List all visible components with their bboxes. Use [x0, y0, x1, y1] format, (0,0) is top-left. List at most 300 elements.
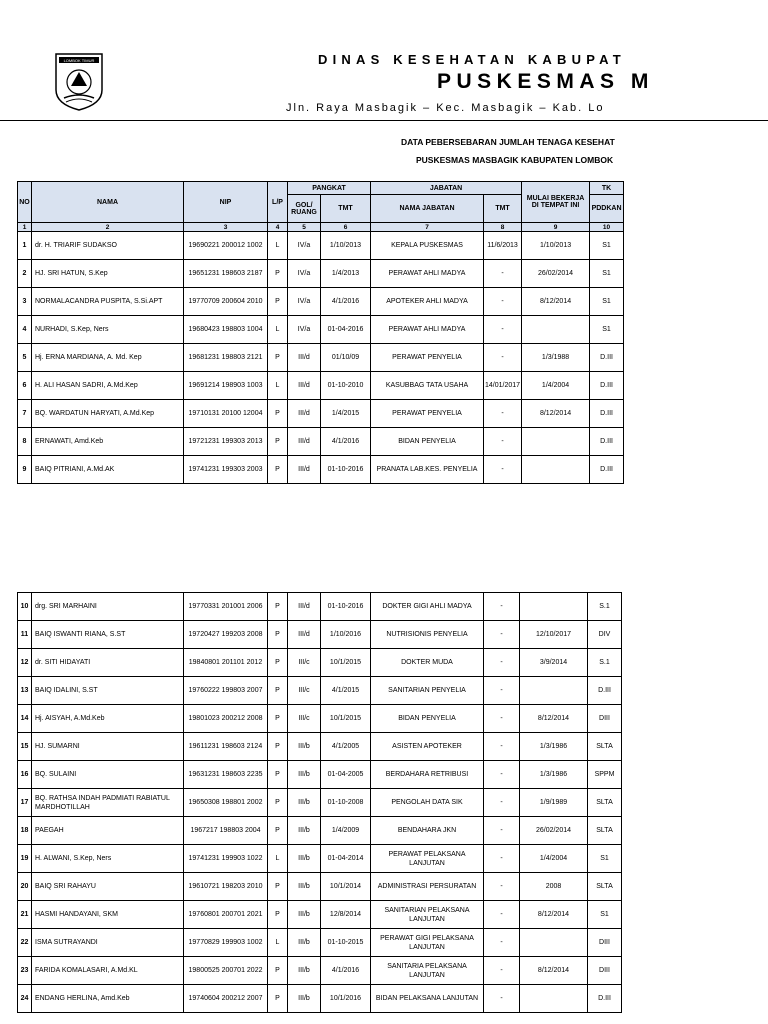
staff-tmt-jabatan: -: [484, 260, 522, 288]
staff-jabatan: NUTRISIONIS PENYELIA: [371, 621, 484, 649]
staff-pendidikan: SLTA: [588, 789, 622, 817]
staff-mulai-bekerja: 3/9/2014: [520, 649, 588, 677]
row-number: 15: [18, 733, 32, 761]
row-number: 1: [18, 232, 32, 260]
staff-pendidikan: DIII: [588, 705, 622, 733]
staff-name: ERNAWATI, Amd.Keb: [32, 428, 184, 456]
staff-golongan: IV/a: [288, 316, 321, 344]
staff-mulai-bekerja: 1/10/2013: [522, 232, 590, 260]
staff-name: H. ALI HASAN SADRI, A.Md.Kep: [32, 372, 184, 400]
staff-golongan: IV/a: [288, 232, 321, 260]
staff-gender: P: [268, 957, 288, 985]
staff-jabatan: SANITARIAN PELAKSANA LANJUTAN: [371, 901, 484, 929]
row-number: 11: [18, 621, 32, 649]
col-number: 5: [288, 223, 321, 232]
staff-gender: P: [268, 400, 288, 428]
table-row: [18, 789, 622, 817]
staff-mulai-bekerja: [522, 316, 590, 344]
row-number: 6: [18, 372, 32, 400]
staff-name: HJ. SUMARNI: [32, 733, 184, 761]
staff-tmt-jabatan: -: [484, 985, 520, 1013]
staff-tmt-jabatan: -: [484, 873, 520, 901]
table-row: [18, 733, 622, 761]
staff-tmt-pangkat: 01-04-2014: [321, 845, 371, 873]
staff-tmt-jabatan: -: [484, 428, 522, 456]
staff-gender: L: [268, 845, 288, 873]
table-row: [18, 232, 624, 260]
staff-tmt-pangkat: 01-10-2015: [321, 929, 371, 957]
staff-name: NORMALACANDRA PUSPITA, S.Si.APT: [32, 288, 184, 316]
staff-tmt-jabatan: -: [484, 456, 522, 484]
row-number: 21: [18, 901, 32, 929]
staff-tmt-pangkat: 1/4/2009: [321, 817, 371, 845]
staff-nip: 19840801 201101 2012: [184, 649, 268, 677]
staff-tmt-jabatan: -: [484, 817, 520, 845]
staff-nip: 19721231 199303 2013: [184, 428, 268, 456]
staff-tmt-jabatan: -: [484, 621, 520, 649]
staff-mulai-bekerja: 1/9/1989: [520, 789, 588, 817]
staff-tmt-pangkat: 4/1/2015: [321, 677, 371, 705]
staff-pendidikan: S1: [590, 232, 624, 260]
staff-nip: 19770709 200604 2010: [184, 288, 268, 316]
staff-jabatan: KEPALA PUSKESMAS: [371, 232, 484, 260]
table-row: [18, 593, 622, 621]
staff-jabatan: PERAWAT PENYELIA: [371, 344, 484, 372]
staff-name: BQ. RATHSA INDAH PADMIATI RABIATUL MARDHOTILLAH: [32, 789, 184, 817]
staff-nip: 19741231 199903 1022: [184, 845, 268, 873]
staff-tmt-jabatan: -: [484, 901, 520, 929]
row-number: 17: [18, 789, 32, 817]
staff-name: ISMA SUTRAYANDI: [32, 929, 184, 957]
staff-nip: 19741231 199303 2003: [184, 456, 268, 484]
staff-jabatan: APOTEKER AHLI MADYA: [371, 288, 484, 316]
col-number: 10: [590, 223, 624, 232]
row-number: 4: [18, 316, 32, 344]
staff-jabatan: PENGOLAH DATA SIK: [371, 789, 484, 817]
staff-tmt-jabatan: -: [484, 929, 520, 957]
staff-nip: 19760222 199803 2007: [184, 677, 268, 705]
staff-jabatan: BERDAHARA RETRIBUSI: [371, 761, 484, 789]
staff-nip: 19691214 198903 1003: [184, 372, 268, 400]
staff-gender: P: [268, 985, 288, 1013]
staff-jabatan: BIDAN PELAKSANA LANJUTAN: [371, 985, 484, 1013]
staff-nip: 19720427 199203 2008: [184, 621, 268, 649]
row-number: 7: [18, 400, 32, 428]
staff-nip: 19631231 198603 2235: [184, 761, 268, 789]
staff-gender: P: [268, 817, 288, 845]
col-number: 8: [484, 223, 522, 232]
row-number: 20: [18, 873, 32, 901]
row-number: 14: [18, 705, 32, 733]
staff-tmt-pangkat: 01-10-2016: [321, 456, 371, 484]
staff-mulai-bekerja: 8/12/2014: [522, 288, 590, 316]
staff-pendidikan: DIII: [588, 957, 622, 985]
staff-tmt-jabatan: 14/01/2017: [484, 372, 522, 400]
row-number: 19: [18, 845, 32, 873]
row-number: 9: [18, 456, 32, 484]
staff-name: BAIQ ISWANTI RIANA, S.ST: [32, 621, 184, 649]
header-divider: [0, 120, 768, 121]
col-mulai: MULAI BEKERJA DI TEMPAT INI: [522, 182, 590, 223]
staff-tmt-pangkat: 1/10/2016: [321, 621, 371, 649]
staff-tmt-pangkat: 4/1/2016: [321, 957, 371, 985]
staff-pendidikan: D.III: [590, 400, 624, 428]
col-number: 7: [371, 223, 484, 232]
table-body-1: [18, 232, 624, 484]
table-row: [18, 901, 622, 929]
staff-jabatan: DOKTER GIGI AHLI MADYA: [371, 593, 484, 621]
staff-mulai-bekerja: 8/12/2014: [522, 400, 590, 428]
staff-name: NURHADI, S.Kep, Ners: [32, 316, 184, 344]
staff-tmt-pangkat: 10/1/2014: [321, 873, 371, 901]
staff-pendidikan: S.1: [588, 649, 622, 677]
staff-nip: 19610721 198203 2010: [184, 873, 268, 901]
table-row: [18, 456, 624, 484]
staff-nip: 19681231 198803 2121: [184, 344, 268, 372]
staff-pendidikan: D.III: [588, 985, 622, 1013]
staff-jabatan: PERAWAT AHLI MADYA: [371, 260, 484, 288]
staff-nip: 19740604 200212 2007: [184, 985, 268, 1013]
staff-tmt-jabatan: -: [484, 593, 520, 621]
col-lp: L/P: [268, 182, 288, 223]
col-tmt: TMT: [321, 195, 371, 223]
staff-tmt-pangkat: 4/1/2005: [321, 733, 371, 761]
staff-nip: 19651231 198603 2187: [184, 260, 268, 288]
col-number: 4: [268, 223, 288, 232]
staff-gender: P: [268, 733, 288, 761]
staff-gender: L: [268, 232, 288, 260]
staff-mulai-bekerja: 26/02/2014: [520, 817, 588, 845]
row-number: 24: [18, 985, 32, 1013]
staff-golongan: III/d: [288, 428, 321, 456]
col-number: 9: [522, 223, 590, 232]
staff-tmt-jabatan: -: [484, 288, 522, 316]
staff-tmt-jabatan: -: [484, 400, 522, 428]
staff-gender: P: [268, 428, 288, 456]
staff-tmt-pangkat: 01-10-2010: [321, 372, 371, 400]
staff-pendidikan: SLTA: [588, 873, 622, 901]
col-no: NO: [18, 182, 32, 223]
staff-gender: P: [268, 621, 288, 649]
staff-tmt-pangkat: 4/1/2016: [321, 288, 371, 316]
staff-name: PAEGAH: [32, 817, 184, 845]
staff-jabatan: KASUBBAG TATA USAHA: [371, 372, 484, 400]
col-number: 6: [321, 223, 371, 232]
staff-tmt-pangkat: 10/1/2016: [321, 985, 371, 1013]
staff-gender: L: [268, 372, 288, 400]
row-number: 18: [18, 817, 32, 845]
col-tk: TK: [590, 182, 624, 195]
staff-mulai-bekerja: [520, 677, 588, 705]
table-row: [18, 260, 624, 288]
table-row: [18, 873, 622, 901]
row-number: 8: [18, 428, 32, 456]
staff-nip: 1967217 198803 2004: [184, 817, 268, 845]
table-row: [18, 817, 622, 845]
staff-pendidikan: S1: [588, 901, 622, 929]
staff-nip: 19770829 199903 1002: [184, 929, 268, 957]
staff-tmt-jabatan: -: [484, 789, 520, 817]
staff-nip: 19680423 198803 1004: [184, 316, 268, 344]
staff-gender: P: [268, 649, 288, 677]
staff-mulai-bekerja: 1/3/1988: [522, 344, 590, 372]
col-nama-jabatan: NAMA JABATAN: [371, 195, 484, 223]
staff-mulai-bekerja: 1/4/2004: [520, 845, 588, 873]
staff-nip: 19800525 200701 2022: [184, 957, 268, 985]
staff-golongan: III/c: [288, 705, 321, 733]
staff-name: BAIQ PITRIANI, A.Md.AK: [32, 456, 184, 484]
staff-pendidikan: S1: [590, 288, 624, 316]
staff-gender: P: [268, 789, 288, 817]
table-row: [18, 400, 624, 428]
staff-name: BAIQ SRI RAHAYU: [32, 873, 184, 901]
staff-golongan: III/b: [288, 817, 321, 845]
staff-tmt-jabatan: -: [484, 316, 522, 344]
table-body-2: [18, 593, 622, 1013]
staff-name: BQ. WARDATUN HARYATI, A.Md.Kep: [32, 400, 184, 428]
staff-golongan: III/b: [288, 845, 321, 873]
staff-golongan: III/b: [288, 873, 321, 901]
staff-golongan: III/d: [288, 344, 321, 372]
staff-tmt-pangkat: 12/8/2014: [321, 901, 371, 929]
staff-gender: P: [268, 761, 288, 789]
staff-mulai-bekerja: 1/3/1986: [520, 761, 588, 789]
staff-pendidikan: S1: [588, 845, 622, 873]
table-row: [18, 957, 622, 985]
staff-golongan: III/b: [288, 761, 321, 789]
table-row: [18, 621, 622, 649]
staff-pendidikan: D.III: [590, 372, 624, 400]
staff-golongan: III/c: [288, 649, 321, 677]
row-number: 5: [18, 344, 32, 372]
staff-pendidikan: S1: [590, 260, 624, 288]
staff-pendidikan: D.III: [590, 456, 624, 484]
col-number: 2: [32, 223, 184, 232]
table-row: [18, 288, 624, 316]
document-subtitle: PUSKESMAS MASBAGIK KABUPATEN LOMBOK: [416, 155, 614, 165]
staff-mulai-bekerja: 12/10/2017: [520, 621, 588, 649]
staff-gender: P: [268, 260, 288, 288]
staff-nip: 19770331 201001 2006: [184, 593, 268, 621]
staff-gender: P: [268, 677, 288, 705]
col-nip: NIP: [184, 182, 268, 223]
staff-mulai-bekerja: [522, 456, 590, 484]
lombok-timur-logo: [54, 52, 104, 112]
col-pddkan: PDDKAN: [590, 195, 624, 223]
staff-gender: P: [268, 873, 288, 901]
svg-text:LOMBOK TIMUR: LOMBOK TIMUR: [63, 58, 95, 63]
staff-pendidikan: D.III: [588, 677, 622, 705]
row-number: 13: [18, 677, 32, 705]
staff-golongan: III/d: [288, 372, 321, 400]
staff-name: dr. SITI HIDAYATI: [32, 649, 184, 677]
staff-golongan: III/b: [288, 985, 321, 1013]
table-row: [18, 705, 622, 733]
staff-jabatan: DOKTER MUDA: [371, 649, 484, 677]
col-gol: GOL/ RUANG: [288, 195, 321, 223]
staff-pendidikan: SPPM: [588, 761, 622, 789]
staff-nip: 19801023 200212 2008: [184, 705, 268, 733]
staff-mulai-bekerja: 1/4/2004: [522, 372, 590, 400]
staff-pendidikan: D.III: [590, 344, 624, 372]
staff-tmt-jabatan: 11/6/2013: [484, 232, 522, 260]
staff-golongan: III/b: [288, 901, 321, 929]
staff-tmt-pangkat: 1/4/2013: [321, 260, 371, 288]
staff-name: ENDANG HERLINA, Amd.Keb: [32, 985, 184, 1013]
staff-name: BAIQ IDALINI, S.ST: [32, 677, 184, 705]
staff-tmt-jabatan: -: [484, 705, 520, 733]
staff-tmt-pangkat: 01-04-2016: [321, 316, 371, 344]
staff-pendidikan: S1: [590, 316, 624, 344]
row-number: 22: [18, 929, 32, 957]
col-nama: NAMA: [32, 182, 184, 223]
staff-gender: P: [268, 705, 288, 733]
staff-golongan: III/d: [288, 400, 321, 428]
col-number: 1: [18, 223, 32, 232]
table-row: [18, 316, 624, 344]
staff-tmt-jabatan: -: [484, 344, 522, 372]
staff-golongan: IV/a: [288, 288, 321, 316]
table-row: [18, 677, 622, 705]
staff-tmt-jabatan: -: [484, 761, 520, 789]
staff-tmt-pangkat: 01-04-2005: [321, 761, 371, 789]
table-row: [18, 344, 624, 372]
staff-gender: P: [268, 593, 288, 621]
staff-golongan: III/b: [288, 789, 321, 817]
staff-tmt-pangkat: 10/1/2015: [321, 649, 371, 677]
staff-name: drg. SRI MARHAINI: [32, 593, 184, 621]
staff-tmt-jabatan: -: [484, 845, 520, 873]
row-number: 3: [18, 288, 32, 316]
staff-golongan: III/b: [288, 957, 321, 985]
staff-tmt-pangkat: 01-10-2008: [321, 789, 371, 817]
staff-mulai-bekerja: [520, 985, 588, 1013]
staff-jabatan: PERAWAT AHLI MADYA: [371, 316, 484, 344]
staff-nip: 19650308 198801 2002: [184, 789, 268, 817]
staff-nip: 19760801 200701 2021: [184, 901, 268, 929]
staff-jabatan: ADMINISTRASI PERSURATAN: [371, 873, 484, 901]
staff-jabatan: PERAWAT GIGI PELAKSANA LANJUTAN: [371, 929, 484, 957]
staff-mulai-bekerja: 8/12/2014: [520, 705, 588, 733]
staff-mulai-bekerja: [520, 929, 588, 957]
staff-nip: 19710131 20100 12004: [184, 400, 268, 428]
staff-jabatan: ASISTEN APOTEKER: [371, 733, 484, 761]
staff-golongan: III/d: [288, 621, 321, 649]
table-row: [18, 985, 622, 1013]
staff-gender: L: [268, 316, 288, 344]
row-number: 16: [18, 761, 32, 789]
staff-tmt-pangkat: 1/10/2013: [321, 232, 371, 260]
staff-mulai-bekerja: 2008: [520, 873, 588, 901]
table-row: [18, 428, 624, 456]
staff-name: dr. H. TRIARIF SUDAKSO: [32, 232, 184, 260]
staff-name: Hj. AISYAH, A.Md.Keb: [32, 705, 184, 733]
staff-tmt-pangkat: 10/1/2015: [321, 705, 371, 733]
col-number: 3: [184, 223, 268, 232]
staff-tmt-pangkat: 01/10/09: [321, 344, 371, 372]
staff-golongan: III/b: [288, 733, 321, 761]
staff-golongan: III/b: [288, 929, 321, 957]
staff-pendidikan: S.1: [588, 593, 622, 621]
staff-nip: 19611231 198603 2124: [184, 733, 268, 761]
staff-tmt-jabatan: -: [484, 733, 520, 761]
staff-name: HASMI HANDAYANI, SKM: [32, 901, 184, 929]
staff-jabatan: BENDAHARA JKN: [371, 817, 484, 845]
row-number: 23: [18, 957, 32, 985]
staff-mulai-bekerja: 8/12/2014: [520, 901, 588, 929]
staff-jabatan: BIDAN PENYELIA: [371, 705, 484, 733]
staff-table-2: [17, 592, 622, 1013]
staff-golongan: IV/a: [288, 260, 321, 288]
col-jabatan: JABATAN: [371, 182, 522, 195]
staff-name: BQ. SULAINI: [32, 761, 184, 789]
staff-pendidikan: DIV: [588, 621, 622, 649]
row-number: 12: [18, 649, 32, 677]
staff-jabatan: SANITARIAN PENYELIA: [371, 677, 484, 705]
staff-tmt-jabatan: -: [484, 677, 520, 705]
staff-mulai-bekerja: 26/02/2014: [522, 260, 590, 288]
row-number: 2: [18, 260, 32, 288]
table-row: [18, 929, 622, 957]
table-row: [18, 649, 622, 677]
staff-gender: L: [268, 929, 288, 957]
staff-jabatan: BIDAN PENYELIA: [371, 428, 484, 456]
staff-tmt-pangkat: 01-10-2016: [321, 593, 371, 621]
col-tmt-jabatan: TMT: [484, 195, 522, 223]
staff-golongan: III/d: [288, 456, 321, 484]
puskesmas-title: PUSKESMAS M: [437, 70, 654, 93]
staff-mulai-bekerja: 8/12/2014: [520, 957, 588, 985]
table-row: [18, 761, 622, 789]
document-title: DATA PEBERSEBARAN JUMLAH TENAGA KESEHAT: [401, 137, 615, 147]
table-row: [18, 845, 622, 873]
staff-pendidikan: D.III: [590, 428, 624, 456]
col-pangkat: PANGKAT: [288, 182, 371, 195]
staff-gender: P: [268, 344, 288, 372]
staff-tmt-pangkat: 4/1/2016: [321, 428, 371, 456]
staff-jabatan: PERAWAT PENYELIA: [371, 400, 484, 428]
staff-golongan: III/d: [288, 593, 321, 621]
staff-pendidikan: DIII: [588, 929, 622, 957]
staff-mulai-bekerja: [520, 593, 588, 621]
staff-nip: 19690221 200012 1002: [184, 232, 268, 260]
staff-gender: P: [268, 456, 288, 484]
staff-jabatan: SANITARIA PELAKSANA LANJUTAN: [371, 957, 484, 985]
staff-name: HJ. SRI HATUN, S.Kep: [32, 260, 184, 288]
staff-name: H. ALWANI, S.Kep, Ners: [32, 845, 184, 873]
staff-tmt-jabatan: -: [484, 649, 520, 677]
staff-mulai-bekerja: [522, 428, 590, 456]
staff-name: FARIDA KOMALASARI, A.Md.KL: [32, 957, 184, 985]
staff-name: Hj. ERNA MARDIANA, A. Md. Kep: [32, 344, 184, 372]
staff-gender: P: [268, 288, 288, 316]
staff-jabatan: PRANATA LAB.KES. PENYELIA: [371, 456, 484, 484]
row-number: 10: [18, 593, 32, 621]
staff-pendidikan: SLTA: [588, 817, 622, 845]
staff-jabatan: PERAWAT PELAKSANA LANJUTAN: [371, 845, 484, 873]
staff-tmt-jabatan: -: [484, 957, 520, 985]
address: Jln. Raya Masbagik – Kec. Masbagik – Kab. Lo: [286, 102, 605, 114]
staff-pendidikan: SLTA: [588, 733, 622, 761]
table-row: [18, 372, 624, 400]
staff-table-1: [17, 181, 624, 484]
staff-gender: P: [268, 901, 288, 929]
staff-golongan: III/c: [288, 677, 321, 705]
staff-mulai-bekerja: 1/3/1986: [520, 733, 588, 761]
staff-tmt-pangkat: 1/4/2015: [321, 400, 371, 428]
column-number-row: [18, 223, 624, 232]
dinas-title: DINAS KESEHATAN KABUPAT: [318, 52, 626, 67]
